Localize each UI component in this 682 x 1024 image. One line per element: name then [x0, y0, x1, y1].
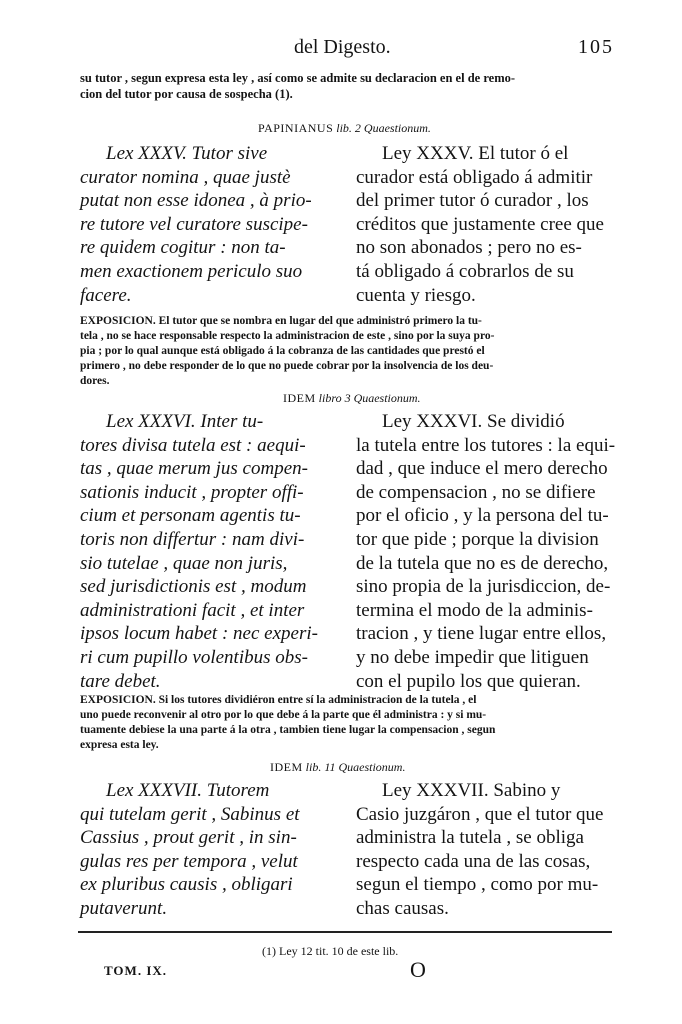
spanish-line: respecto cada una de las cosas,	[356, 850, 591, 872]
footnote: (1) Ley 12 tit. 10 de este lib.	[262, 944, 399, 958]
latin-line: Cassius , prout gerit , in sin-	[80, 827, 297, 849]
exposition-line: dores.	[80, 375, 110, 387]
spanish-line: créditos que justamente cree que	[356, 213, 604, 235]
spanish-text-ley-35	[356, 142, 604, 307]
latin-line: sed jurisdictionis est , modum	[80, 576, 307, 598]
latin-line: ri cum pupillo volentibus obs-	[80, 646, 308, 668]
latin-line: curator nomina , quae justè	[80, 166, 291, 188]
spanish-line: Ley XXXV. El tutor ó el	[382, 143, 569, 164]
spanish-line: chas causas.	[356, 897, 449, 919]
exposition-line: expresa esta ley.	[80, 739, 159, 751]
latin-text-lex-36	[80, 410, 318, 693]
latin-line: tas , quae merum jus compen-	[80, 458, 308, 480]
latin-line: Lex XXXVI. Inter tu-	[106, 411, 264, 432]
latin-line: tare debet.	[80, 670, 161, 692]
latin-line: cium et personam agentis tu-	[80, 505, 301, 527]
exposition-lex-36	[80, 693, 615, 753]
spanish-line: no son abonados ; pero no es-	[356, 237, 582, 259]
spanish-text-ley-36	[356, 410, 615, 693]
spanish-line: sino propia de la jurisdiccion, de-	[356, 576, 611, 598]
latin-line: toris non differtur : nam divi-	[80, 528, 305, 550]
citation-idem-lib-11	[270, 760, 405, 775]
latin-line: Lex XXXVII. Tutorem	[106, 780, 270, 801]
spanish-line: tracion , y tiene lugar entre ellos,	[356, 623, 607, 645]
latin-line: ex pluribus causis , obligari	[80, 874, 293, 896]
latin-line: re quidem cogitur : non ta-	[80, 237, 286, 259]
citation-papinianus	[258, 121, 431, 136]
latin-line: putaverunt.	[80, 897, 168, 919]
spanish-line: cuenta y riesgo.	[356, 284, 476, 306]
spanish-line: y no debe impedir que litiguen	[356, 646, 589, 668]
latin-line: Lex XXXV. Tutor sive	[106, 143, 268, 164]
citation-work: lib. 2 Quaestionum.	[336, 121, 431, 135]
spanish-line: tor que pide ; porque la division	[356, 528, 599, 550]
spanish-line: del primer tutor ó curador , los	[356, 190, 589, 212]
exposition-line: tuamente debiese la una parte á la otra , tambien tiene lugar la compensacion , segun	[80, 724, 496, 736]
latin-line: sio tutelae , quae non juris,	[80, 552, 288, 574]
exposition-line: EXPOSICION. El tutor que se nombra en lugar del que administró primero la tu-	[80, 315, 482, 327]
footnote-rule	[78, 931, 612, 933]
citation-idem-lib-3	[283, 391, 421, 406]
latin-line: gulas res per tempora , velut	[80, 850, 298, 872]
spanish-line: termina el modo de la adminis-	[356, 599, 593, 621]
exposition-line: primero , no debe responder de lo que no puede cobrar por la insolvencia de los deu-	[80, 360, 494, 372]
latin-line: putat non esse idonea , à prio-	[80, 190, 312, 212]
spanish-line: segun el tiempo , como por mu-	[356, 874, 599, 896]
intro-line: cion del tutor por causa de sospecha (1).	[80, 87, 293, 101]
latin-line: ipsos locum habet : nec experi-	[80, 623, 318, 645]
intro-line: su tutor , segun expresa esta ley , así como se admite su declaracion en el de remo-	[80, 71, 516, 85]
citation-author: IDEM	[283, 391, 316, 405]
spanish-line: administra la tutela , se obliga	[356, 827, 584, 849]
citation-author: IDEM	[270, 760, 303, 774]
latin-line: facere.	[80, 284, 132, 306]
latin-line: sationis inducit , propter offi-	[80, 481, 304, 503]
signature-mark: O	[410, 957, 426, 982]
spanish-line: tá obligado á cobrarlos de su	[356, 260, 574, 282]
spanish-line: por el oficio , y la persona del tu-	[356, 505, 609, 527]
exposition-line: EXPOSICION. Si los tutores dividiéron entre sí la administracion de la tutela , el	[80, 694, 477, 706]
citation-author: PAPINIANUS	[258, 121, 334, 135]
spanish-line: Casio juzgáron , que el tutor que	[356, 803, 604, 825]
volume-label: TOM. IX.	[104, 963, 168, 978]
spanish-line: Ley XXXVI. Se dividió	[382, 411, 565, 432]
latin-line: qui tutelam gerit , Sabinus et	[80, 803, 300, 825]
spanish-text-ley-37	[356, 779, 603, 921]
exposition-line: tela , no se hace responsable respecto la administracion de este , sino por la suya pro-	[80, 330, 495, 342]
latin-text-lex-37	[80, 779, 300, 921]
page-header	[0, 36, 682, 66]
latin-text-lex-35	[80, 142, 312, 307]
latin-line: tores divisa tutela est : aequi-	[80, 434, 306, 456]
spanish-line: con el pupilo los que quieran.	[356, 670, 581, 692]
spanish-line: la tutela entre los tutores : la equi-	[356, 434, 616, 456]
exposition-lex-35	[80, 314, 615, 389]
intro-paragraph	[80, 70, 612, 102]
citation-work: libro 3 Quaestionum.	[318, 391, 421, 405]
spanish-line: Ley XXXVII. Sabino y	[382, 780, 561, 801]
latin-line: men exactionem periculo suo	[80, 260, 303, 282]
latin-line: re tutore vel curatore suscipe-	[80, 213, 308, 235]
spanish-line: curador está obligado á admitir	[356, 166, 593, 188]
exposition-line: pia ; por lo qual aunque está obligado á la cobranza de las cantidades que prestó el	[80, 345, 485, 357]
citation-work: lib. 11 Quaestionum.	[305, 760, 406, 774]
spanish-line: de compensacion , no se difiere	[356, 481, 596, 503]
latin-line: administrationi facit , et inter	[80, 599, 305, 621]
spanish-line: de la tutela que no es de derecho,	[356, 552, 609, 574]
exposition-line: uno puede reconvenir al otro por lo que debe á la parte que él administra : y si mu-	[80, 709, 487, 721]
spanish-line: dad , que induce el mero derecho	[356, 458, 608, 480]
page-number: 105	[578, 36, 614, 58]
running-title: del Digesto.	[294, 36, 391, 58]
